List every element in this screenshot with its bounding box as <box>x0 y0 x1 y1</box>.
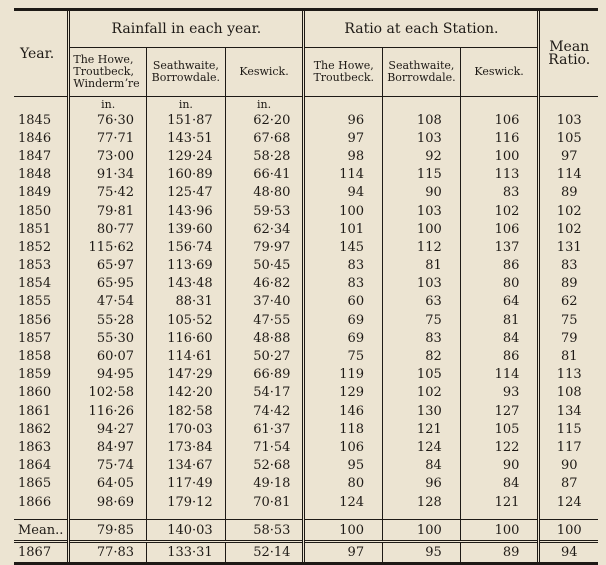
cell-rain-keswick: 52·68 <box>225 457 304 475</box>
cell-rain-keswick: 62·20 <box>225 111 304 129</box>
cell-ratio-howe: 114 <box>304 166 383 184</box>
cell-ratio-howe: 69 <box>304 311 383 329</box>
table-row <box>14 438 598 456</box>
cell-ratio-keswick: 81 <box>460 311 539 329</box>
cell-ratio-keswick: 93 <box>460 384 539 402</box>
cell-year: 1855 <box>18 294 52 310</box>
cell-year: 1854 <box>18 276 52 292</box>
cell-rain-seathwaite: 113·69 <box>147 257 226 275</box>
cell-year: 1847 <box>18 148 52 164</box>
cell-rain-keswick: 59·53 <box>225 202 304 220</box>
cell-ratio-howe: 100 <box>304 520 383 542</box>
cell-rain-keswick: 49·18 <box>225 475 304 493</box>
cell-rain-howe: 55·30 <box>69 329 147 347</box>
cell-rain-seathwaite: 105·52 <box>147 311 226 329</box>
table-row <box>14 166 598 184</box>
cell-rain-seathwaite: 142·20 <box>147 384 226 402</box>
cell-ratio-howe: 96 <box>304 111 383 129</box>
unit-label: in. <box>69 97 147 112</box>
cell-year: 1859 <box>18 367 52 383</box>
cell-mean-ratio: 79 <box>539 329 598 347</box>
table-row <box>14 147 598 165</box>
cell-ratio-seathwaite: 84 <box>383 457 461 475</box>
cell-rain-howe: 102·58 <box>69 384 147 402</box>
cell-ratio-keswick: 100 <box>460 520 539 542</box>
cell-ratio-seathwaite: 103 <box>383 129 461 147</box>
cell-ratio-howe: 124 <box>304 493 383 511</box>
cell-ratio-howe: 83 <box>304 257 383 275</box>
ratio-col-keswick-header: Keswick. <box>460 48 539 97</box>
cell-ratio-seathwaite: 124 <box>383 438 461 456</box>
cell-rain-keswick: 48·80 <box>225 184 304 202</box>
cell-rain-howe: 75·74 <box>69 457 147 475</box>
cell-ratio-howe: 95 <box>304 457 383 475</box>
year-header: Year. <box>14 11 69 97</box>
cell-mean-ratio: 90 <box>539 457 598 475</box>
cell-ratio-seathwaite: 82 <box>383 347 461 365</box>
cell-rain-seathwaite: 182·58 <box>147 402 226 420</box>
cell-ratio-keswick: 137 <box>460 238 539 256</box>
ratio-col-howe-header: The Howe, Troutbeck. <box>304 48 383 97</box>
cell-rain-howe: 80·77 <box>69 220 147 238</box>
cell-rain-howe: 79·81 <box>69 202 147 220</box>
rain-col-howe-header: The Howe, Troutbeck, Windermʼre <box>69 48 147 97</box>
unit-label: in. <box>225 97 304 112</box>
cell-ratio-howe: 83 <box>304 275 383 293</box>
mean-row <box>14 520 598 542</box>
cell-rain-howe: 47·54 <box>69 293 147 311</box>
cell-rain-howe: 76·30 <box>69 111 147 129</box>
table-row <box>14 238 598 256</box>
cell-rain-seathwaite: 117·49 <box>147 475 226 493</box>
cell-rain-howe: 64·05 <box>69 475 147 493</box>
cell-ratio-seathwaite: 90 <box>383 184 461 202</box>
cell-ratio-seathwaite: 92 <box>383 147 461 165</box>
cell-ratio-keswick: 106 <box>460 220 539 238</box>
cell-rain-howe: 65·97 <box>69 257 147 275</box>
cell-ratio-keswick: 114 <box>460 366 539 384</box>
cell-mean-ratio: 100 <box>539 520 598 542</box>
cell-ratio-howe: 119 <box>304 366 383 384</box>
cell-rain-keswick: 62·34 <box>225 220 304 238</box>
cell-year: 1860 <box>18 385 52 401</box>
cell-rain-howe: 94·95 <box>69 366 147 384</box>
cell-mean-ratio: 83 <box>539 257 598 275</box>
cell-mean-ratio: 114 <box>539 166 598 184</box>
cell-ratio-seathwaite: 121 <box>383 420 461 438</box>
cell-ratio-keswick: 83 <box>460 184 539 202</box>
cell-ratio-howe: 80 <box>304 475 383 493</box>
cell-ratio-seathwaite: 95 <box>383 542 461 563</box>
table-body <box>14 111 598 511</box>
table-row <box>14 184 598 202</box>
cell-rain-keswick: 61·37 <box>225 420 304 438</box>
table-row <box>14 493 598 511</box>
cell-rain-seathwaite: 143·48 <box>147 275 226 293</box>
cell-ratio-keswick: 90 <box>460 457 539 475</box>
cell-ratio-seathwaite: 115 <box>383 166 461 184</box>
cell-mean-ratio: 124 <box>539 493 598 511</box>
table-row <box>14 220 598 238</box>
cell-ratio-seathwaite: 100 <box>383 220 461 238</box>
cell-year: 1863 <box>18 439 52 455</box>
table-row <box>14 366 598 384</box>
cell-rain-seathwaite: 88·31 <box>147 293 226 311</box>
cell-rain-keswick: 54·17 <box>225 384 304 402</box>
cell-ratio-keswick: 89 <box>460 542 539 563</box>
cell-rain-keswick: 47·55 <box>225 311 304 329</box>
cell-ratio-keswick: 86 <box>460 347 539 365</box>
cell-rain-seathwaite: 179·12 <box>147 493 226 511</box>
cell-rain-keswick: 48·88 <box>225 329 304 347</box>
cell-ratio-keswick: 106 <box>460 111 539 129</box>
cell-mean-ratio: 117 <box>539 438 598 456</box>
cell-ratio-howe: 106 <box>304 438 383 456</box>
table-row <box>14 311 598 329</box>
cell-rain-howe: 116·26 <box>69 402 147 420</box>
table-row <box>14 202 598 220</box>
cell-rain-seathwaite: 114·61 <box>147 347 226 365</box>
cell-ratio-keswick: 102 <box>460 202 539 220</box>
cell-ratio-seathwaite: 103 <box>383 275 461 293</box>
cell-ratio-keswick: 121 <box>460 493 539 511</box>
cell-mean-ratio: 105 <box>539 129 598 147</box>
cell-year: Mean.. <box>18 522 64 538</box>
cell-ratio-seathwaite: 100 <box>383 520 461 542</box>
cell-mean-ratio: 134 <box>539 402 598 420</box>
cell-ratio-seathwaite: 128 <box>383 493 461 511</box>
cell-rain-seathwaite: 139·60 <box>147 220 226 238</box>
cell-mean-ratio: 113 <box>539 366 598 384</box>
cell-mean-ratio: 89 <box>539 184 598 202</box>
cell-year: 1848 <box>18 167 52 183</box>
mean-ratio-header: Mean Ratio. <box>539 11 598 97</box>
cell-ratio-seathwaite: 75 <box>383 311 461 329</box>
cell-ratio-seathwaite: 81 <box>383 257 461 275</box>
cell-year: 1865 <box>18 476 52 492</box>
cell-ratio-seathwaite: 130 <box>383 402 461 420</box>
cell-mean-ratio: 131 <box>539 238 598 256</box>
cell-rain-keswick: 58·53 <box>225 520 304 542</box>
cell-rain-seathwaite: 143·96 <box>147 202 226 220</box>
cell-rain-howe: 84·97 <box>69 438 147 456</box>
cell-ratio-seathwaite: 102 <box>383 384 461 402</box>
cell-ratio-seathwaite: 83 <box>383 329 461 347</box>
cell-ratio-howe: 100 <box>304 202 383 220</box>
cell-mean-ratio: 115 <box>539 420 598 438</box>
cell-ratio-howe: 97 <box>304 542 383 563</box>
cell-ratio-seathwaite: 103 <box>383 202 461 220</box>
cell-year: 1856 <box>18 312 52 328</box>
table-row-1867 <box>14 542 598 563</box>
cell-ratio-seathwaite: 63 <box>383 293 461 311</box>
cell-rain-seathwaite: 173·84 <box>147 438 226 456</box>
cell-year: 1867 <box>18 545 52 561</box>
cell-ratio-howe: 97 <box>304 129 383 147</box>
cell-rain-howe: 75·42 <box>69 184 147 202</box>
cell-ratio-howe: 60 <box>304 293 383 311</box>
cell-year: 1858 <box>18 349 52 365</box>
cell-ratio-keswick: 113 <box>460 166 539 184</box>
cell-mean-ratio: 62 <box>539 293 598 311</box>
cell-ratio-howe: 94 <box>304 184 383 202</box>
cell-ratio-keswick: 122 <box>460 438 539 456</box>
cell-rain-keswick: 66·41 <box>225 166 304 184</box>
cell-rain-howe: 77·83 <box>69 542 147 563</box>
cell-rain-keswick: 74·42 <box>225 402 304 420</box>
cell-year: 1845 <box>18 112 52 128</box>
cell-rain-seathwaite: 160·89 <box>147 166 226 184</box>
table-row <box>14 293 598 311</box>
cell-mean-ratio: 97 <box>539 147 598 165</box>
cell-rain-seathwaite: 170·03 <box>147 420 226 438</box>
cell-rain-seathwaite: 151·87 <box>147 111 226 129</box>
cell-year: 1862 <box>18 421 52 437</box>
cell-ratio-keswick: 64 <box>460 293 539 311</box>
cell-rain-keswick: 50·45 <box>225 257 304 275</box>
cell-year: 1852 <box>18 239 52 255</box>
table-row <box>14 420 598 438</box>
cell-rain-seathwaite: 143·51 <box>147 129 226 147</box>
cell-rain-howe: 91·34 <box>69 166 147 184</box>
cell-year: 1853 <box>18 258 52 274</box>
cell-rain-seathwaite: 125·47 <box>147 184 226 202</box>
cell-rain-keswick: 52·14 <box>225 542 304 563</box>
cell-ratio-keswick: 84 <box>460 329 539 347</box>
cell-rain-howe: 55·28 <box>69 311 147 329</box>
rainfall-table <box>14 8 598 565</box>
cell-rain-howe: 73·00 <box>69 147 147 165</box>
cell-ratio-keswick: 105 <box>460 420 539 438</box>
cell-mean-ratio: 89 <box>539 275 598 293</box>
cell-ratio-keswick: 80 <box>460 275 539 293</box>
cell-year: 1866 <box>18 494 52 510</box>
cell-rain-keswick: 79·97 <box>225 238 304 256</box>
cell-rain-howe: 79·85 <box>69 520 147 542</box>
cell-ratio-keswick: 116 <box>460 129 539 147</box>
table-row <box>14 111 598 129</box>
cell-rain-keswick: 70·81 <box>225 493 304 511</box>
cell-rain-seathwaite: 147·29 <box>147 366 226 384</box>
cell-rain-seathwaite: 116·60 <box>147 329 226 347</box>
cell-rain-howe: 77·71 <box>69 129 147 147</box>
ratio-group-header: Ratio at each Station. <box>304 11 539 48</box>
cell-ratio-seathwaite: 108 <box>383 111 461 129</box>
table-row <box>14 329 598 347</box>
cell-rain-seathwaite: 134·67 <box>147 457 226 475</box>
cell-rain-seathwaite: 156·74 <box>147 238 226 256</box>
table-row <box>14 402 598 420</box>
cell-mean-ratio: 81 <box>539 347 598 365</box>
cell-ratio-howe: 98 <box>304 147 383 165</box>
cell-rain-keswick: 71·54 <box>225 438 304 456</box>
table-row <box>14 475 598 493</box>
table-row <box>14 347 598 365</box>
cell-mean-ratio: 75 <box>539 311 598 329</box>
cell-ratio-seathwaite: 96 <box>383 475 461 493</box>
cell-ratio-howe: 129 <box>304 384 383 402</box>
cell-rain-howe: 98·69 <box>69 493 147 511</box>
table-row <box>14 457 598 475</box>
cell-year: 1857 <box>18 330 52 346</box>
cell-rain-keswick: 37·40 <box>225 293 304 311</box>
table-row <box>14 384 598 402</box>
cell-rain-keswick: 66·89 <box>225 366 304 384</box>
cell-year: 1849 <box>18 185 52 201</box>
cell-mean-ratio: 103 <box>539 111 598 129</box>
cell-rain-seathwaite: 140·03 <box>147 520 226 542</box>
cell-year: 1846 <box>18 130 52 146</box>
cell-rain-keswick: 50·27 <box>225 347 304 365</box>
cell-ratio-howe: 75 <box>304 347 383 365</box>
ratio-col-seathwaite-header: Seathwaite, Borrowdale. <box>383 48 461 97</box>
cell-year: 1861 <box>18 403 52 419</box>
cell-rain-howe: 94·27 <box>69 420 147 438</box>
rainfall-group-header: Rainfall in each year. <box>69 11 304 48</box>
cell-rain-howe: 65·95 <box>69 275 147 293</box>
cell-rain-seathwaite: 133·31 <box>147 542 226 563</box>
cell-rain-keswick: 46·82 <box>225 275 304 293</box>
cell-ratio-keswick: 100 <box>460 147 539 165</box>
cell-mean-ratio: 102 <box>539 220 598 238</box>
cell-rain-howe: 115·62 <box>69 238 147 256</box>
cell-rain-keswick: 67·68 <box>225 129 304 147</box>
cell-ratio-howe: 118 <box>304 420 383 438</box>
cell-year: 1850 <box>18 203 52 219</box>
cell-mean-ratio: 108 <box>539 384 598 402</box>
cell-mean-ratio: 102 <box>539 202 598 220</box>
table-row <box>14 275 598 293</box>
cell-ratio-howe: 101 <box>304 220 383 238</box>
cell-ratio-howe: 69 <box>304 329 383 347</box>
cell-year: 1851 <box>18 221 52 237</box>
cell-ratio-howe: 146 <box>304 402 383 420</box>
rain-col-keswick-header: Keswick. <box>225 48 304 97</box>
rain-col-seathwaite-header: Seathwaite, Borrowdale. <box>147 48 226 97</box>
cell-ratio-keswick: 84 <box>460 475 539 493</box>
cell-ratio-seathwaite: 105 <box>383 366 461 384</box>
cell-rain-keswick: 58·28 <box>225 147 304 165</box>
table-row <box>14 129 598 147</box>
cell-ratio-keswick: 127 <box>460 402 539 420</box>
cell-rain-howe: 60·07 <box>69 347 147 365</box>
cell-year: 1864 <box>18 458 52 474</box>
cell-mean-ratio: 94 <box>539 542 598 563</box>
unit-label: in. <box>147 97 226 112</box>
cell-ratio-howe: 145 <box>304 238 383 256</box>
cell-rain-seathwaite: 129·24 <box>147 147 226 165</box>
cell-ratio-keswick: 86 <box>460 257 539 275</box>
cell-ratio-seathwaite: 112 <box>383 238 461 256</box>
cell-mean-ratio: 87 <box>539 475 598 493</box>
table-row <box>14 257 598 275</box>
